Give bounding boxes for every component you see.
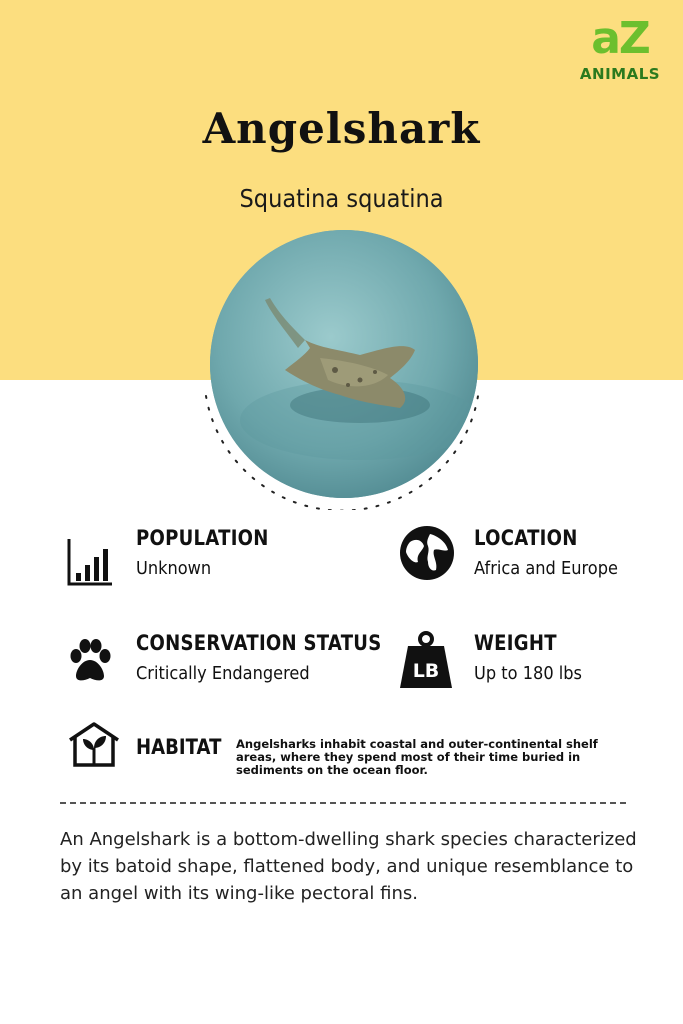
stat-population <box>136 526 290 579</box>
weight-value: Up to 180 lbs <box>474 663 582 684</box>
stat-weight <box>474 631 594 684</box>
logo-wordmark: ANIMALS <box>579 65 661 83</box>
conservation-value: Critically Endangered <box>136 663 310 684</box>
weight-lb-icon <box>398 630 454 690</box>
population-value: Unknown <box>136 558 212 579</box>
weight-label: WEIGHT <box>474 631 557 655</box>
bar-chart-icon <box>66 537 114 587</box>
angelshark-photo <box>210 230 478 498</box>
stat-conservation <box>136 631 421 684</box>
habitat-label: HABITAT <box>136 735 222 759</box>
logo-mark: aZ <box>591 13 649 64</box>
angelshark-illustration <box>210 230 478 498</box>
globe-icon <box>398 524 456 582</box>
dashed-divider <box>60 802 626 804</box>
conservation-label: CONSERVATION STATUS <box>136 631 382 655</box>
habitat-value: Angelsharks inhabit coastal and outer-continental shelf areas, where they spend most of their time buried in sediments on the ocean floor. <box>236 737 598 777</box>
az-animals-logo[interactable] <box>578 13 662 84</box>
weight-icon-text: LB <box>412 660 440 682</box>
house-plant-icon <box>66 720 122 768</box>
population-label: POPULATION <box>136 526 269 550</box>
paw-icon <box>66 638 114 684</box>
stat-location <box>474 526 634 579</box>
scientific-name: Squatina squatina <box>239 184 444 213</box>
animal-description: An Angelshark is a bottom-dwelling shark species characterized by its batoid shape, flattened body, and unique resemblance to an angel with its wing-like pectoral fins. <box>60 829 637 904</box>
animal-photo-frame <box>200 226 484 510</box>
animal-title: Angelshark <box>202 104 481 153</box>
location-value: Africa and Europe <box>474 558 618 579</box>
location-label: LOCATION <box>474 526 578 550</box>
